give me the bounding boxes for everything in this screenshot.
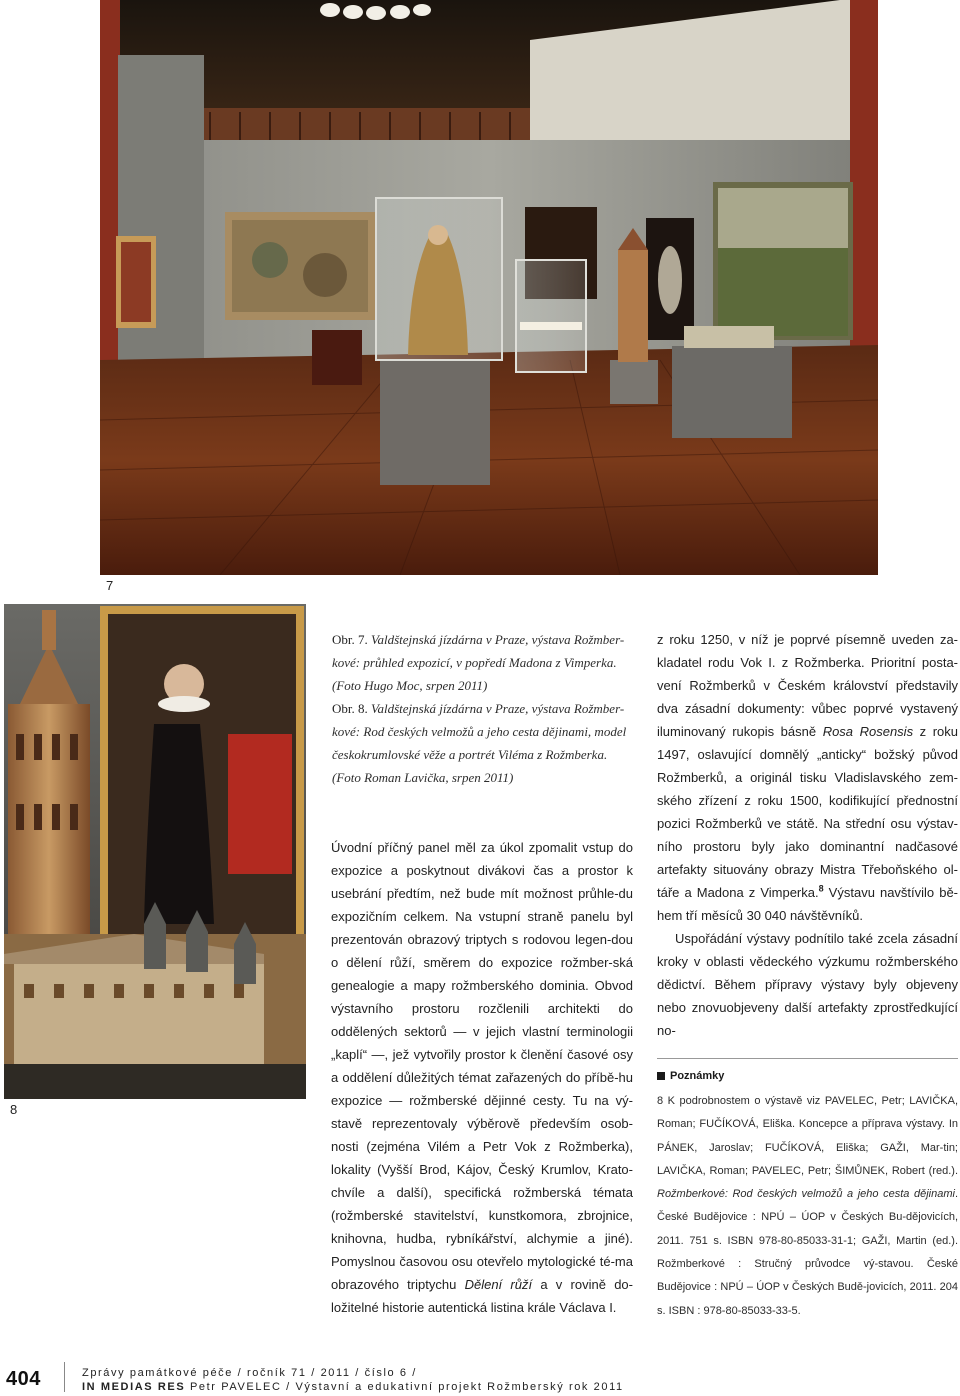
showcase-objects — [516, 260, 586, 372]
figure-7-number: 7 — [106, 578, 114, 593]
caption-fig8-text: Valdštejnská jízdárna v Praze, výstava Rožmber-kové: Rod českých velmožů a jeho cesta dějinami, model českokrumlovské věže a portrét Viléma z Rožmberka. (Foto Roman Lavička, srpen 2011) — [332, 701, 627, 785]
figure-7-photo — [100, 0, 878, 575]
article-line — [82, 1380, 624, 1394]
paragraph: Uspořádání výstavy podnítilo také zcela zásadní kroky v oblasti vědeckého výzkumu rožmberského dědictví. Během přípravy výstavy byly objeveny nebo znovuobjeveny další artefakty zprostředkující no- — [657, 931, 958, 1038]
caption-fig7 — [332, 628, 634, 697]
body-column-right — [657, 628, 958, 1042]
paragraph — [331, 836, 633, 1319]
paragraph-text: Výstavu navštívilo bě-hem tří měsíců 30 040 návštěvníků. — [657, 885, 959, 923]
portrait-red-table — [228, 734, 292, 874]
body-column-middle — [331, 836, 633, 1319]
journal-line: Zprávy památkové péče / ročník 71 / 2011 / číslo 6 / — [82, 1367, 417, 1379]
footnote-ref-8[interactable]: 8 — [818, 883, 824, 894]
notes-heading — [657, 1070, 724, 1082]
tower-model — [618, 250, 648, 362]
plinth-tower — [610, 360, 658, 404]
running-footer — [82, 1366, 624, 1394]
notes-divider — [657, 1058, 958, 1059]
footnote-8 — [657, 1090, 958, 1323]
series-title: IN MEDIAS RES — [82, 1381, 186, 1393]
footer-divider — [64, 1362, 65, 1392]
caption-fig8 — [332, 697, 634, 789]
article-title: Petr PAVELEC / Výstavní a edukativní projekt Rožmberský rok 2011 — [185, 1381, 624, 1393]
footnote-text: . České Budějovice : NPÚ – ÚOP v Českých Bu-dějovicích, 2011. 751 s. ISBN 978-80-85033-31-1; GAŽI, Martin (ed.). Rožmberkové : Stručný průvodce vý-stavou. České Budějovice : NPÚ – ÚOP v Českých Budě-jovicích, 2011. 204 s. ISBN : 978-80-85033-33-5. — [657, 1188, 958, 1317]
paragraph-emphasis: Dělení růží — [464, 1277, 533, 1292]
footnote-text: 8 K podrobnostem o výstavě viz PAVELEC, Petr; LAVIČKA, Roman; FUČÍKOVÁ, Eliška. Koncepce a příprava výstavy. In PÁNEK, Jaroslav; FUČÍKOVÁ, Eliška; GAŽI, Mar-tin; LAVIČKA, Roman; PAVELEC, Petr; ŠIMŮNEK, Robert (red.). — [657, 1095, 958, 1177]
square-bullet-icon — [657, 1072, 665, 1080]
notes-body — [657, 1090, 958, 1323]
caption-fig8-label: Obr. 8. — [332, 701, 368, 716]
caption-fig7-label: Obr. 7. — [332, 632, 368, 647]
paragraph — [657, 628, 958, 927]
notes-heading-text: Poznámky — [670, 1070, 725, 1082]
paragraph-text: Úvodní příčný panel měl za úkol zpomalit vstup do expozice a poskytnout divákovi čas a prostor k usebrání předtím, než bude mít možnost průhle-du expozičním celkem. Na vstupní straně panelu byl prezentován obrazový triptych s rodovou legen-dou o dělení růží, směrem do expozice rožmber-ská genealogie a mapy rožmberského dominia. Obvod výstavního prostoru rozčlenili architekti do oddělených sektorů — v jejich vlastní terminologii „kaplí“ —, jež vytvořily prostor k členění časové osy a oddělení důležitých témat zařazených do příbě-hu expozice — rožmberské dějinné cesty. Tu na vý-stavě reprezentovaly výběrově především osob-nosti (zejména Vilém a Petr Vok z Rožmberka), lokality (Vyšší Brod, Kájov, Český Krumlov, Krato-chvíle a další), specifická rožmberská témata (rožmberské stavitelství, kunstkomora, zbrojnice, knihovna, hudba, rybníkářství, alchymie a jiné). Pomyslnou časovou osu otevřelo mytologické té-ma obrazového triptychu — [331, 840, 633, 1292]
figure-8-number: 8 — [10, 1102, 18, 1117]
paragraph-text: z roku 1250, v níž je poprvé písemně uveden za-kladatel rodu Vok I. z Rožmberka. Prioritní posta-vení Rožmberků v Českém království představily dva zásadní dokumenty: vůbec poprvé vystavený iluminovaný rukopis básně — [657, 632, 958, 739]
plinth-madonna — [380, 360, 490, 485]
paragraph-emphasis: Rosa Rosensis — [822, 724, 914, 739]
figure-captions — [332, 628, 634, 789]
paragraph-text: a v rovině do-ložitelné historie autentická listina krále Václava I. — [331, 1277, 633, 1315]
caption-fig7-text: Valdštejnská jízdárna v Praze, výstava Rožmber-kové: průhled expozicí, v popředí Madona z Vimperka. (Foto Hugo Moc, srpen 2011) — [332, 632, 625, 693]
figure-8-photo — [4, 604, 306, 1099]
page-number: 404 — [6, 1368, 41, 1390]
footnote-emphasis: Rožmberkové: Rod českých velmožů a jeho cesta dějinami — [657, 1188, 955, 1201]
paragraph-text: z roku 1497, oslavující domnělý „anticky“ božský původ Rožmberků, a originál tisku Vladislavského zem-ského zřízení z roku 1500, kodifikující přednostní pozici Rožmberků ve státě. Na střední osu výstav-ního prostoru byly jako dominantní nadčasové artefakty situovány obrazy Mistra Třeboňského ol-táře a Madona z Vimperka. — [657, 724, 959, 900]
plinth-castle — [672, 346, 792, 438]
chairs — [312, 330, 362, 385]
